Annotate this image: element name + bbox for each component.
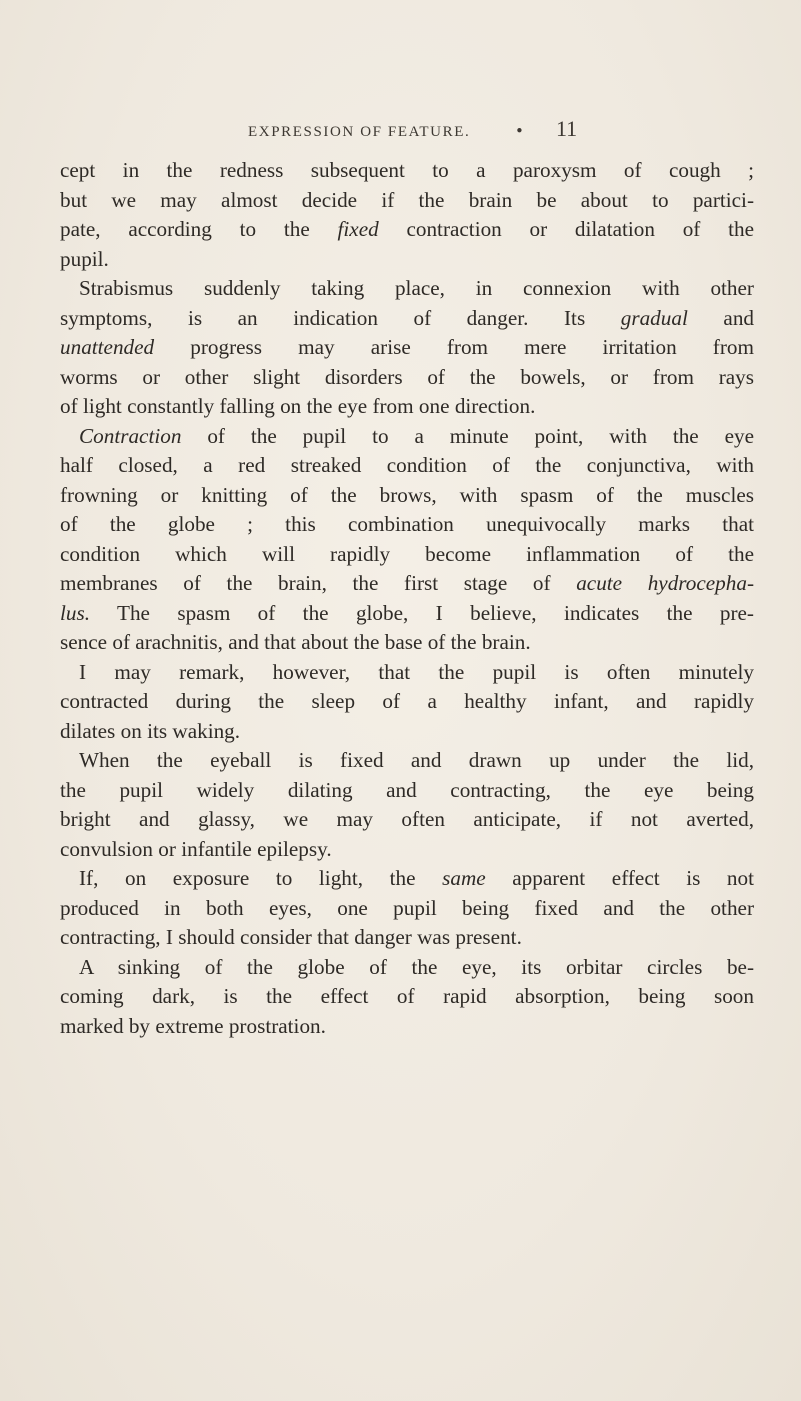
text-run: of light constantly falling on the eye from one direction. xyxy=(60,394,536,418)
text-line xyxy=(60,422,754,452)
text-run: When the eyeball is fixed and drawn up under the lid, xyxy=(79,748,754,772)
text-run: condition which will rapidly become inflammation of the xyxy=(60,541,754,566)
text-run: and xyxy=(687,305,755,330)
italic-text: same xyxy=(442,866,486,890)
text-line xyxy=(60,776,754,806)
text-run: half closed, a red streaked condition of the conjunctiva, with xyxy=(60,453,754,477)
text-line xyxy=(60,451,754,481)
text-line xyxy=(60,805,754,835)
text-line xyxy=(60,363,754,393)
text-run: convulsion or infantile epilepsy. xyxy=(60,836,332,861)
text-line xyxy=(60,1012,754,1042)
text-run: contraction or dilatation of the xyxy=(378,217,754,241)
text-line xyxy=(60,894,754,924)
text-run: cept in the redness subsequent to a paroxysm of cough ; xyxy=(60,158,754,182)
running-head-separator: • xyxy=(515,122,524,140)
text-line xyxy=(60,304,754,334)
text-line xyxy=(60,156,754,186)
text-line xyxy=(60,982,754,1012)
text-run: progress may arise from mere irritation from xyxy=(154,335,754,359)
text-run: pate, according to the xyxy=(60,217,338,241)
text-run: contracted during the sleep of a healthy infant, and rapidly xyxy=(60,689,754,713)
italic-text: lus. xyxy=(60,600,91,625)
text-run: marked by extreme prostration. xyxy=(60,1013,326,1038)
text-run: of the globe ; this combination unequivocally marks that xyxy=(60,512,754,536)
text-line xyxy=(60,333,754,363)
running-head-title: EXPRESSION OF FEATURE. xyxy=(248,124,471,140)
text-run: frowning or knitting of the brows, with spasm of the muscles xyxy=(60,482,754,507)
page-number: 11 xyxy=(556,116,578,141)
text-run: sence of arachnitis, and that about the base of the brain. xyxy=(60,630,531,654)
running-head xyxy=(0,116,801,146)
text-line xyxy=(60,510,754,540)
text-line xyxy=(60,186,754,216)
text-line xyxy=(60,569,754,599)
text-run: membranes of the brain, the first stage of xyxy=(60,571,577,595)
text-line xyxy=(60,687,754,717)
text-line xyxy=(60,481,754,511)
italic-text: unattended xyxy=(60,335,155,359)
text-run: produced in both eyes, one pupil being fixed and the other xyxy=(60,895,754,920)
text-run: If, on exposure to light, the xyxy=(79,866,443,890)
text-line xyxy=(60,392,754,422)
text-line xyxy=(60,599,754,629)
text-line xyxy=(60,215,754,245)
text-run: A sinking of the globe of the eye, its orbitar circles be- xyxy=(79,954,754,979)
italic-text: Contraction xyxy=(79,423,182,448)
text-line xyxy=(60,923,754,953)
text-run: worms or other slight disorders of the bowels, or from rays xyxy=(60,364,754,389)
text-run: bright and glassy, we may often anticipate, if not averted, xyxy=(60,807,754,831)
text-run: Strabismus suddenly taking place, in connexion with other xyxy=(79,276,754,300)
text-run: pupil. xyxy=(60,246,109,271)
text-run: symptoms, is an indication of danger. Its xyxy=(60,305,621,330)
text-run: coming dark, is the effect of rapid absorption, being soon xyxy=(60,984,754,1008)
text-line xyxy=(60,245,754,275)
text-run: contracting, I should consider that danger was present. xyxy=(60,925,522,949)
text-line xyxy=(60,746,754,776)
text-line xyxy=(60,540,754,570)
text-line xyxy=(60,835,754,865)
text-line xyxy=(60,658,754,688)
text-run: The spasm of the globe, I believe, indicates the pre- xyxy=(90,600,754,625)
italic-text: fixed xyxy=(337,217,379,241)
text-run: dilates on its waking. xyxy=(60,718,241,743)
text-line xyxy=(60,274,754,304)
text-line xyxy=(60,717,754,747)
italic-text: gradual xyxy=(620,305,688,330)
text-line xyxy=(60,628,754,658)
text-run: the pupil widely dilating and contracting, the eye being xyxy=(60,777,754,802)
text-line xyxy=(60,864,754,894)
body-text xyxy=(60,156,754,1041)
italic-text: acute hydrocepha- xyxy=(576,571,754,595)
text-line xyxy=(60,953,754,983)
text-run: of the pupil to a minute point, with the eye xyxy=(181,423,754,448)
text-run: but we may almost decide if the brain be about to partici- xyxy=(60,187,754,212)
text-run: apparent effect is not xyxy=(485,866,754,890)
text-run: I may remark, however, that the pupil is often minutely xyxy=(79,659,754,684)
